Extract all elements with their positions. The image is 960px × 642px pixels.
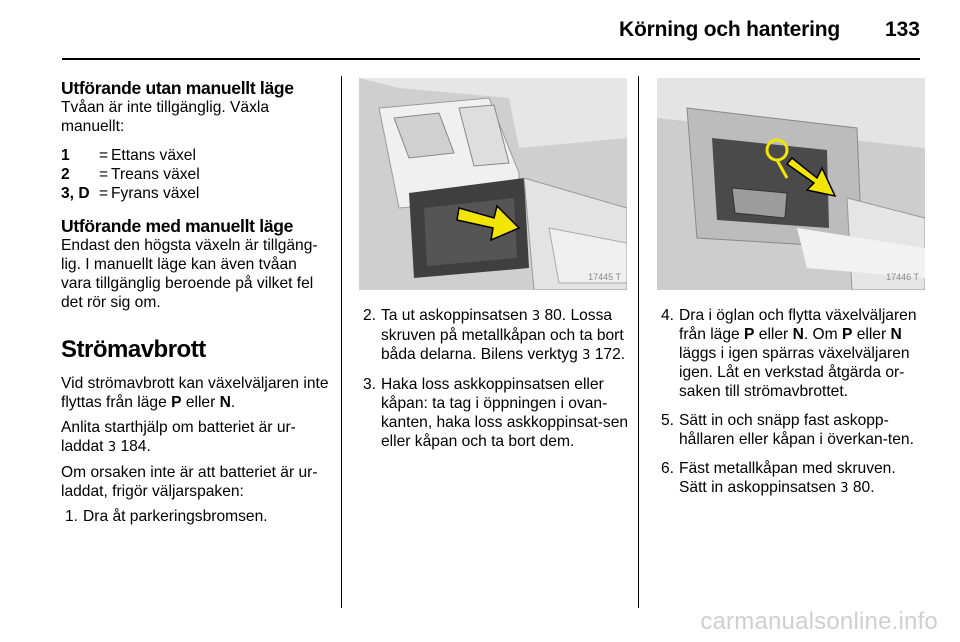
position-p: P xyxy=(841,326,853,343)
heading-with-manual-mode: Utförande med manuellt läge xyxy=(61,216,294,236)
selector-photo-graphic xyxy=(657,78,925,290)
column-1 xyxy=(61,78,331,536)
page-ref: 184. xyxy=(116,438,151,455)
selector-release-illustration xyxy=(657,78,925,290)
list-item xyxy=(657,459,927,498)
gear-key: 2 xyxy=(61,166,70,183)
intro-paragraph: Tvåan är inte tillgänglig. Växla manuellt: xyxy=(61,99,270,135)
page-ref-icon: 3 xyxy=(531,309,541,324)
text-run: läggs i igen spärras växelväljaren igen. Låt en verkstad åtgärda or-saken till strömavbrottet. xyxy=(679,345,910,400)
gear-value: Treans växel xyxy=(111,166,200,183)
position-n: N xyxy=(792,326,804,343)
step-number: 4. xyxy=(661,307,675,324)
steps-list xyxy=(61,507,331,526)
watermark: carmanualsonline.info xyxy=(700,608,938,635)
column-3 xyxy=(657,78,927,508)
text-run: . Om xyxy=(803,326,842,343)
text-run: Fäst metallkåpan med skruven. Sätt in askoppinsatsen xyxy=(679,460,896,496)
ashtray-removal-illustration xyxy=(359,78,627,290)
list-item xyxy=(359,306,629,365)
list-item xyxy=(359,375,629,451)
text-run: 172. xyxy=(590,346,626,363)
text-run: Dra i öglan och flytta växelväljaren från läge xyxy=(679,307,917,343)
step-text: Haka loss askkoppinsatsen eller kåpan: ta tag i öppningen i ovan-kanten, haka loss askkoppinsat-sen eller kåpan och ta bort dem. xyxy=(381,376,629,450)
text-run: eller xyxy=(181,394,220,411)
gear-value: Ettans växel xyxy=(111,147,196,164)
ashtray-photo-graphic xyxy=(359,78,627,290)
step-text: Sätt in och snäpp fast askopp-hållaren eller kåpan i överkan-ten. xyxy=(679,412,914,448)
page-ref-icon: 3 xyxy=(840,481,849,496)
position-p: P xyxy=(171,394,182,411)
column-2 xyxy=(359,78,629,461)
header-divider xyxy=(62,58,920,60)
page-number: 133 xyxy=(884,18,920,41)
text-run: Anlita starthjälp om batteriet är ur-laddat xyxy=(61,419,296,455)
text-run: Vid strömavbrott kan växelväljaren inte flyttas från läge xyxy=(61,375,329,411)
release-lever-paragraph: Om orsaken inte är att batteriet är ur-laddat, frigör väljarspaken: xyxy=(61,464,318,500)
step-number: 3. xyxy=(363,376,377,393)
manual-mode-paragraph: Endast den högsta växeln är tillgäng-lig. I manuellt läge kan även tvåan vara tillgänglig beroende på vilket fel det rör sig om. xyxy=(61,237,318,311)
gear-key: 3, D xyxy=(61,185,90,202)
position-p: P xyxy=(744,326,755,343)
position-n: N xyxy=(219,394,231,411)
gear-eq: = xyxy=(99,166,109,183)
step-number: 2. xyxy=(363,307,377,324)
step-number: 6. xyxy=(661,460,675,477)
section-title-power-failure: Strömavbrott xyxy=(61,336,206,363)
steps-list xyxy=(359,306,629,451)
text-run: eller xyxy=(754,326,793,343)
page-ref-icon: 3 xyxy=(107,440,117,455)
heading-without-manual-mode: Utförande utan manuellt läge xyxy=(61,78,294,98)
column-divider-1 xyxy=(341,76,342,608)
column-divider-2 xyxy=(638,76,639,608)
text-run: 80. Lossa skruven på metallkåpan och ta bort båda delarna. Bilens verktyg xyxy=(381,307,624,363)
jump-start-paragraph xyxy=(61,418,331,457)
list-item xyxy=(61,507,331,526)
gear-eq: = xyxy=(99,185,109,202)
chapter-title: Körning och hantering xyxy=(619,18,840,41)
list-item xyxy=(657,306,927,401)
gear-value: Fyrans växel xyxy=(111,185,200,202)
gear-eq: = xyxy=(99,147,109,164)
figure-code: 17445 T xyxy=(588,272,621,282)
text-run: eller xyxy=(852,326,891,343)
figure-code: 17446 T xyxy=(886,272,919,282)
page-ref-icon: 3 xyxy=(582,348,591,363)
list-item xyxy=(657,411,927,449)
text-run: 80. xyxy=(848,479,875,496)
text-run: Ta ut askoppinsatsen xyxy=(381,307,532,324)
step-text: Dra åt parkeringsbromsen. xyxy=(83,508,268,525)
gear-key: 1 xyxy=(61,147,70,164)
steps-list xyxy=(657,306,927,498)
position-n: N xyxy=(890,326,902,343)
power-failure-paragraph xyxy=(61,374,331,412)
step-number: 1. xyxy=(65,508,79,525)
text-run: . xyxy=(230,394,236,411)
gear-table xyxy=(61,146,331,203)
step-number: 5. xyxy=(661,412,675,429)
